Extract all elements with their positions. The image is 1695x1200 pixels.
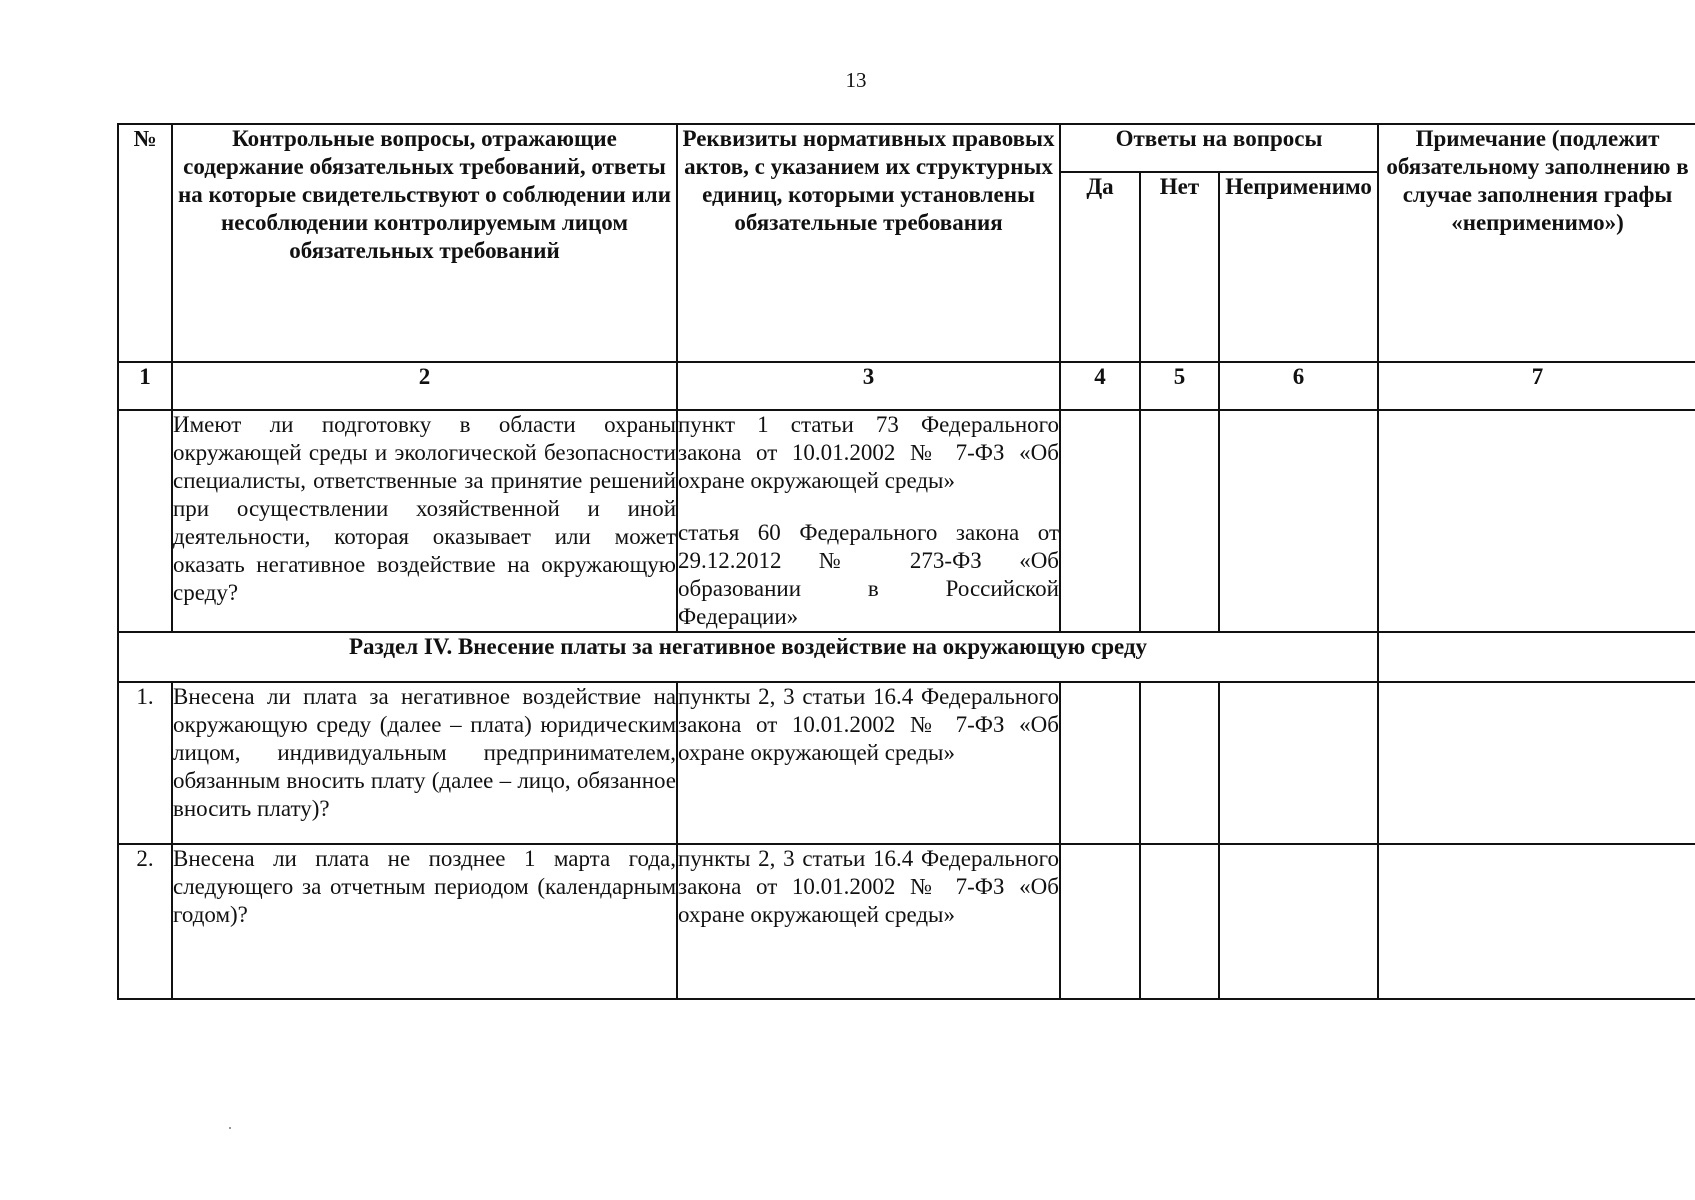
column-number: 3	[677, 362, 1060, 410]
note-cell	[1378, 632, 1695, 682]
requisites-cell	[677, 410, 1060, 632]
table-row	[118, 410, 1695, 632]
table-row	[118, 844, 1695, 999]
header-answers: Ответы на вопросы	[1060, 124, 1378, 172]
note-cell[interactable]	[1378, 682, 1695, 844]
question-text: Внесена ли плата не позднее 1 марта года, следующего за отчетным периодом (календарным годом)?	[172, 844, 677, 999]
column-number: 5	[1140, 362, 1219, 410]
header-num: №	[118, 124, 172, 362]
column-numbers-row	[118, 362, 1695, 410]
row-number: 1.	[118, 682, 172, 844]
section-title: Раздел IV. Внесение платы за негативное воздействие на окружающую среду	[118, 632, 1378, 682]
question-text: Имеют ли подготовку в области охраны окружающей среды и экологической безопасности специалисты, ответственные за принятие решений при осуществлении хозяйственной и иной деятельности, которая оказывает или может оказать негативное воздействие на окружающую среду?	[172, 410, 677, 632]
answer-not-applicable-cell[interactable]	[1219, 410, 1378, 632]
header-not-applicable: Неприменимо	[1219, 172, 1378, 362]
answer-not-applicable-cell[interactable]	[1219, 682, 1378, 844]
header-requisites: Реквизиты нормативных правовых актов, с указанием их структурных единиц, которыми установлены обязательные требования	[677, 124, 1060, 362]
column-number: 2	[172, 362, 677, 410]
requisites-text: пункты 2, 3 статьи 16.4 Федерального закона от 10.01.2002 № 7-ФЗ «Об охране окружающей среды»	[677, 844, 1060, 999]
column-number: 7	[1378, 362, 1695, 410]
header-questions: Контрольные вопросы, отражающие содержание обязательных требований, ответы на которые свидетельствуют о соблюдении или несоблюдении контролируемым лицом обязательных требований	[172, 124, 677, 362]
answer-no-cell[interactable]	[1140, 410, 1219, 632]
requisites-text: пункты 2, 3 статьи 16.4 Федерального закона от 10.01.2002 № 7-ФЗ «Об охране окружающей среды»	[677, 682, 1060, 844]
answer-yes-cell[interactable]	[1060, 682, 1140, 844]
header-row	[118, 124, 1695, 172]
requisites-text: статья 60 Федерального закона от 29.12.2012 № 273-ФЗ «Об образовании в Российской Федерации»	[678, 520, 1059, 629]
answer-yes-cell[interactable]	[1060, 410, 1140, 632]
scan-speck	[229, 1127, 231, 1129]
header-no: Нет	[1140, 172, 1219, 362]
table-row	[118, 682, 1695, 844]
row-number: 2.	[118, 844, 172, 999]
checklist-table	[117, 123, 1695, 1000]
spacer	[678, 495, 1059, 519]
page-number: 13	[845, 68, 867, 92]
column-number: 1	[118, 362, 172, 410]
row-number	[118, 410, 172, 632]
column-number: 4	[1060, 362, 1140, 410]
note-cell[interactable]	[1378, 410, 1695, 632]
answer-no-cell[interactable]	[1140, 844, 1219, 999]
section-row	[118, 632, 1695, 682]
answer-no-cell[interactable]	[1140, 682, 1219, 844]
question-text: Внесена ли плата за негативное воздействие на окружающую среду (далее – плата) юридическим лицом, индивидуальным предпринимателем, обязанным вносить плату (далее – лицо, обязанное вносить плату)?	[172, 682, 677, 844]
header-note: Примечание (подлежит обязательному заполнению в случае заполнения графы «неприменимо»)	[1378, 124, 1695, 362]
answer-yes-cell[interactable]	[1060, 844, 1140, 999]
requisites-text: пункт 1 статьи 73 Федерального закона от 10.01.2002 № 7-ФЗ «Об охране окружающей среды»	[678, 412, 1059, 493]
note-cell[interactable]	[1378, 844, 1695, 999]
answer-not-applicable-cell[interactable]	[1219, 844, 1378, 999]
header-yes: Да	[1060, 172, 1140, 362]
column-number: 6	[1219, 362, 1378, 410]
